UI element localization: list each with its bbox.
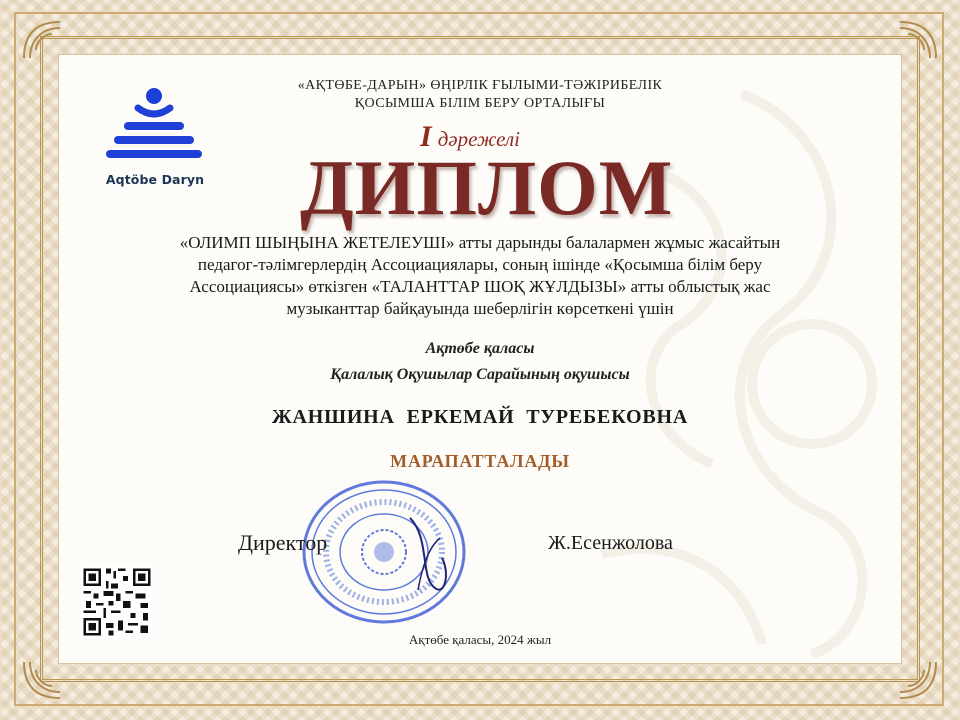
award-reason-line-3: Ассоциациясы» өткізген «ТАЛАНТТАР ШОҚ ЖҰЛДЫЗЫ» атты облыстық жас <box>189 277 771 296</box>
recipient-school: Қалалық Оқушылар Сарайының оқушысы <box>330 366 630 383</box>
logo-text: Aqtöbe Daryn <box>105 172 205 187</box>
awarded-label: МАРАПАТТАЛАДЫ <box>390 451 570 471</box>
organization-line-2: ҚОСЫМША БІЛІМ БЕРУ ОРТАЛЫҒЫ <box>354 96 606 111</box>
corner-ornament-bottom-left <box>22 660 62 700</box>
award-reason-line-1: «ОЛИМП ШЫҢЫНА ЖЕТЕЛЕУШІ» атты дарынды балалармен жұмыс жасайтын <box>179 233 781 252</box>
award-reason-line-2: педагог-тәлімгерлердің Ассоциациялары, соның ішінде «Қосымша білім беру <box>197 255 763 274</box>
degree-number: I <box>420 120 432 153</box>
qr-code-icon <box>81 566 153 638</box>
corner-ornament-bottom-right <box>898 660 938 700</box>
diploma-title: ДИПЛОМ <box>300 144 674 231</box>
award-reason-text <box>120 232 840 320</box>
award-reason-line-4: музыканттар байқауында шеберлігін көрсеткені үшін <box>286 299 674 318</box>
recipient-name: ЖАНШИНА ЕРКЕМАЙ ТУРЕБЕКОВНА <box>271 406 689 428</box>
organization-line-1: «АҚТӨБЕ-ДАРЫН» ӨҢІРЛІК ҒЫЛЫМИ-ТӘЖІРИБЕЛІК <box>297 78 663 93</box>
degree-word: дәрежелі <box>437 127 520 151</box>
recipient-city: Ақтөбе қаласы <box>425 340 535 357</box>
issue-place-date: Ақтөбе қаласы, 2024 жыл <box>408 632 552 647</box>
signature-role: Директор <box>238 530 328 555</box>
signature-name: Ж.Есенжолова <box>548 532 673 554</box>
corner-ornament-top-right <box>898 20 938 60</box>
corner-ornament-top-left <box>22 20 62 60</box>
